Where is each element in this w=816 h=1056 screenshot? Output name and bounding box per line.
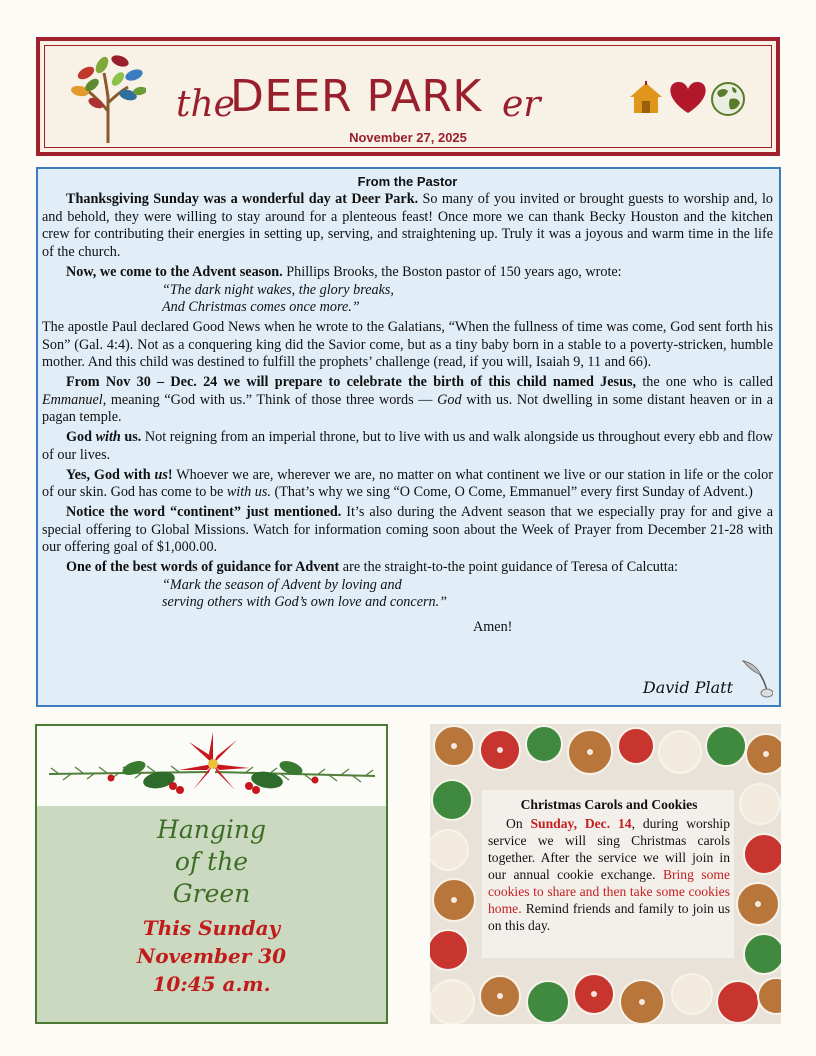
green-title-line-1: Hanging: [157, 815, 266, 844]
closing-amen: Amen!: [473, 619, 513, 636]
lead-in: Notice the word “continent” just mentioned.: [66, 503, 342, 520]
body-text: with us. Not dwelling in some distant heaven or in a pagan temple.: [42, 391, 774, 426]
pastor-paragraph-advent: [42, 264, 773, 282]
pastor-paragraph-god-with-us: [42, 429, 773, 464]
lead-in: From Nov 30 – Dec. 24 we will prepare to celebrate the birth of this child named Jesus,: [66, 374, 637, 391]
title-the: the: [176, 84, 235, 125]
lead-in: [66, 467, 173, 483]
pastor-paragraph-guidance: [42, 559, 773, 577]
emphasis: Emmanuel: [42, 391, 103, 408]
masthead: [36, 37, 780, 156]
title-er: er: [502, 84, 541, 125]
green-time: 10:45 a.m.: [152, 972, 271, 996]
emphasis: us: [154, 466, 168, 483]
quote-teresa-line-1: “Mark the season of Advent by loving and: [162, 576, 402, 593]
body-text: (That’s why we sing “O Come, O Come, Emmanuel” every first Sunday of Advent.): [270, 484, 753, 501]
heart-icon: [667, 81, 709, 115]
cookies-text-panel: [482, 790, 734, 958]
pastor-heading: From the Pastor: [357, 174, 458, 189]
lead-in: [66, 429, 141, 445]
green-title-line-3: Green: [172, 879, 251, 908]
quote-brooks-line-2: And Christmas comes once more.”: [162, 299, 360, 316]
lead-in-part: us.: [120, 429, 142, 446]
body-text: , during worship service we will sing Christmas carols together. After the service we will join in our annual cookie exchange.: [488, 816, 730, 882]
body-text: , meaning “God with us.” Think of those three words —: [102, 391, 438, 408]
pastor-paragraph-continent: [42, 504, 773, 557]
cookies-title: Christmas Carols and Cookies: [520, 797, 698, 812]
cookies-body: [488, 815, 730, 934]
title-main: DEER PARK: [230, 71, 482, 122]
green-title-line-2: of the: [174, 847, 249, 876]
emphasis: with: [95, 429, 121, 446]
emphasis: with us.: [226, 484, 271, 501]
globe-icon: [710, 81, 746, 117]
body-text: Whoever we are, wherever we are, no matter on what continent we live or our station in life or the color of our skin. God has come to be: [42, 466, 774, 501]
body-text: On: [506, 816, 531, 831]
body-text: Not reigning from an imperial throne, but to live with us and walk alongside us throughout every ebb and flow of our lives.: [42, 429, 773, 463]
carols-and-cookies-box: [430, 724, 781, 1024]
quill-icon: [739, 659, 773, 699]
green-date: November 30: [136, 944, 287, 968]
body-text: Phillips Brooks, the Boston pastor of 150 years ago, wrote:: [282, 263, 622, 280]
emphasis: God: [437, 391, 462, 408]
pastor-paragraph-yes-god: [42, 467, 773, 502]
body-text: are the straight-to-the point guidance of Teresa of Calcutta:: [339, 559, 678, 576]
lead-in: One of the best words of guidance for Advent: [66, 559, 340, 576]
body-text: Remind friends and family to join us on this day.: [488, 901, 730, 933]
body-text: It’s also during the Advent season that we especially pray for and give a special offering to Global Missions. Watch for information coming soon about the Week of Prayer from December 21-28 with our offering goal of $1,000.00.: [42, 503, 773, 556]
lead-in-part: God: [66, 429, 96, 446]
cookies-date: Sunday, Dec. 14: [530, 816, 632, 831]
cookies-highlight: Bring some cookies to share and then take some cookies home.: [488, 867, 731, 916]
publication-date: November 27, 2025: [349, 130, 467, 145]
hanging-of-the-green-box: [35, 724, 388, 1024]
pastor-column: [36, 167, 781, 707]
lead-in: Thanksgiving Sunday was a wonderful day at Deer Park.: [66, 191, 419, 207]
poinsettia-garland-icon: [39, 728, 385, 806]
lead-in-part: !: [167, 466, 173, 483]
pastor-paragraph-galatians: The apostle Paul declared Good News when he wrote to the Galatians, “When the fullness of time was come, God sent forth his Son” (Gal. 4:4). Not as a conquering king did the Savior come, but as a tiny baby born in a stable to a poverty-stricken, humble mother. And this child was destined to fulfill the prophets’ challenge (read, if you will, Isaiah 9, 11 and 66).: [42, 318, 773, 371]
green-day: This Sunday: [142, 916, 281, 940]
pastor-signature: David Platt: [642, 678, 733, 698]
home-icon: [628, 81, 664, 115]
lead-in-part: Yes, God with: [66, 466, 155, 483]
quote-teresa-line-2: serving others with God’s own love and concern.”: [162, 594, 448, 611]
lead-in: Now, we come to the Advent season.: [66, 263, 283, 280]
green-event-details: [37, 914, 386, 998]
quote-brooks-line-1: “The dark night wakes, the glory breaks,: [162, 281, 394, 298]
pastor-paragraph-nov30: [42, 374, 773, 427]
body-text: So many of you invited or brought guests to worship and, lo and behold, they were willing to stay around for a plenteous feast! Once more we can thank Becky Houston and the kitchen crew for contributing their energies in setting up, serving, and straightening up. Truly it was a joyous and warm time in the life of the church.: [42, 191, 773, 261]
body-text: the one who is called: [636, 374, 773, 391]
green-title: [37, 814, 386, 910]
pastor-paragraph-thanksgiving: [42, 191, 773, 262]
